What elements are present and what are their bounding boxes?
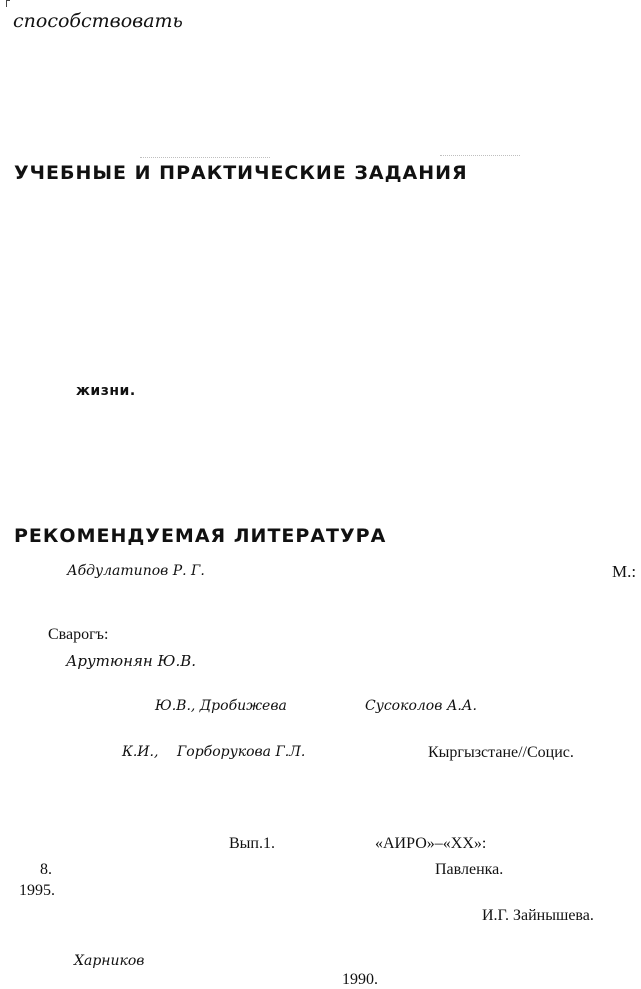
ref-susokolov: Сусоколов А.А. <box>365 698 477 714</box>
ref-zaynysheva: И.Г. Зайнышева. <box>482 907 594 924</box>
scan-speckle <box>140 157 270 159</box>
ref-airo: «АИРО»–«XX»: <box>375 835 487 852</box>
heading-tasks: УЧЕБНЫЕ И ПРАКТИЧЕСКИЕ ЗАДАНИЯ <box>14 162 468 184</box>
ref-year-1995: 1995. <box>19 882 55 899</box>
scan-corner-mark <box>6 0 10 7</box>
heading-literature: РЕКОМЕНДУЕМАЯ ЛИТЕРАТУРА <box>14 525 387 547</box>
ref-svarog: Сварогъ: <box>48 626 109 643</box>
ref-year-1990: 1990. <box>342 971 378 988</box>
ref-pavlenka: Павленка. <box>435 861 504 878</box>
word-top: способствовать <box>13 10 183 32</box>
scan-speckle <box>440 155 520 157</box>
ref-m: М.: <box>612 562 637 581</box>
word-life: жизни. <box>76 383 136 399</box>
ref-arutyunyan: Арутюнян Ю.В. <box>66 652 197 670</box>
ref-gorborukova: Горборукова Г.Л. <box>177 744 306 760</box>
ref-eight: 8. <box>40 861 52 878</box>
ref-yuv-drobizheva: Ю.В., Дробижева <box>155 698 287 714</box>
ref-kharnikov: Харников <box>74 953 145 969</box>
ref-ki: К.И., <box>122 744 159 760</box>
ref-kyrgyzstan: Кыргызстане//Социс. <box>428 744 574 761</box>
ref-vyp: Вып.1. <box>229 835 275 852</box>
ref-abdulatipov: Абдулатипов Р. Г. <box>67 563 205 579</box>
